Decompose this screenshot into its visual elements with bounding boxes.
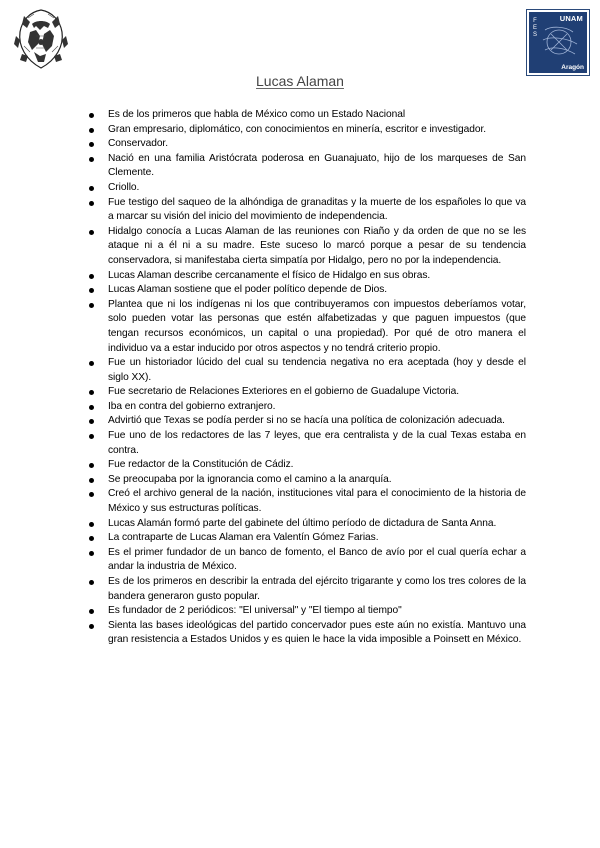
logo-campus-text: Aragón xyxy=(561,64,584,71)
bullet-icon xyxy=(89,303,94,308)
list-item-text: Es el primer fundador de un banco de fomento, el Banco de avío por el cual quería echar a andar la industria de México. xyxy=(108,546,526,573)
list-item-text: Iba en contra del gobierno extranjero. xyxy=(108,400,276,412)
list-item-text: Hidalgo conocía a Lucas Alaman de las reuniones con Riaño y da orden de que no se les ataque ni a él ni a su madre. Este suceso lo marcó porque a pesar de su tendencia conservadora, si manifestaba cierta simpatía por Hidalgo, pero no por la independencia. xyxy=(108,225,526,266)
list-item xyxy=(89,575,526,604)
bullet-icon xyxy=(89,113,94,118)
logo-fes-text: FES xyxy=(532,18,537,38)
list-item xyxy=(89,517,526,532)
list-item-text: Advirtió que Texas se podía perder si no se hacía una política de colonización adecuada. xyxy=(108,415,505,427)
list-item-text: Es fundador de 2 periódicos: "El universal" y "El tiempo al tiempo" xyxy=(108,605,402,617)
unam-escudo-logo xyxy=(10,6,72,72)
list-item xyxy=(89,619,526,648)
bullet-icon xyxy=(89,419,94,424)
page-title: Lucas Alaman xyxy=(256,73,344,89)
bullet-icon xyxy=(89,624,94,629)
bullet-icon xyxy=(89,128,94,133)
bullet-icon xyxy=(89,201,94,206)
list-item-text: Plantea que ni los indígenas ni los que contribuyeramos con impuestos deberíamos votar, solo pueden votar las personas que estén alfabetizadas y que paguen impuestos (que tengan recursos económicos, un capital o una propiedad). Por qué de otro manera el individuo va a estar inducido por otros aspectos y no tendrá criterio propio. xyxy=(108,298,526,354)
bullet-icon xyxy=(89,522,94,527)
list-item xyxy=(89,225,526,269)
list-item-text: Fue uno de los redactores de las 7 leyes, que era centralista y de la cual Texas estaba en contra. xyxy=(108,430,526,456)
list-item xyxy=(89,414,526,429)
list-item xyxy=(89,400,526,415)
bullet-icon xyxy=(89,478,94,483)
list-item-text: Lucas Alaman sostiene que el poder político depende de Dios. xyxy=(108,284,388,296)
list-item-text: Criollo. xyxy=(108,181,140,193)
fes-aragon-logo xyxy=(526,9,590,76)
list-item-text: La contraparte de Lucas Alaman era Valentín Gómez Farias. xyxy=(108,532,379,544)
bullet-icon xyxy=(89,157,94,162)
list-item-text: Sienta las bases ideológicas del partido concervador pues este aún no existía. Mantuvo una gran resistencia a Estados Unidos y es quien le hace la vida imposible a Poinsett en México. xyxy=(108,619,526,646)
list-item xyxy=(89,108,526,123)
list-item xyxy=(89,458,526,473)
list-item-text: Se preocupaba por la ignorancia como el camino a la anarquía. xyxy=(108,473,392,485)
list-item xyxy=(89,356,526,385)
list-item xyxy=(89,181,526,196)
list-item xyxy=(89,152,526,181)
bullet-icon xyxy=(89,536,94,541)
bullet-icon xyxy=(89,434,94,439)
bullet-icon xyxy=(89,288,94,293)
logo-unam-text: UNAM xyxy=(559,14,583,23)
list-item-text: Es de los primeros en describir la entrada del ejército trigarante y como los tres colores de la bandera generaron gusto popular. xyxy=(108,576,526,602)
list-item xyxy=(89,429,526,458)
bullet-icon xyxy=(89,274,94,279)
bullet-list xyxy=(89,108,526,648)
list-item-text: Creó el archivo general de la nación, instituciones vital para el conocimiento de la historia de México y sus estructuras políticas. xyxy=(108,488,526,515)
list-item-text: Es de los primeros que habla de México como un Estado Nacional xyxy=(108,109,406,120)
list-item-text: Fue un historiador lúcido del cual su tendencia negativa no era aceptada (hoy y desde el siglo XX). xyxy=(108,357,526,383)
list-item xyxy=(89,123,526,138)
bullet-icon xyxy=(89,580,94,585)
list-item xyxy=(89,473,526,488)
bullet-icon xyxy=(89,463,94,468)
list-item-text: Nació en una familia Aristócrata poderosa en Guanajuato, hijo de los marqueses de San Clemente. xyxy=(108,152,526,179)
bullet-icon xyxy=(89,492,94,497)
list-item xyxy=(89,385,526,400)
list-item xyxy=(89,137,526,152)
list-item-text: Lucas Alaman describe cercanamente el físico de Hidalgo en sus obras. xyxy=(108,269,431,281)
bullet-icon xyxy=(89,186,94,191)
fes-aragon-emblem xyxy=(529,12,587,73)
list-item xyxy=(89,604,526,619)
bullet-icon xyxy=(89,361,94,366)
list-item xyxy=(89,546,526,575)
bullet-icon xyxy=(89,142,94,147)
list-item xyxy=(89,298,526,356)
list-item xyxy=(89,531,526,546)
list-item-text: Fue testigo del saqueo de la alhóndiga de granaditas y la muerte de los españoles lo que va a marcar su visión del inicio del movimiento de independencia. xyxy=(108,196,526,223)
bullet-icon xyxy=(89,551,94,556)
list-item xyxy=(89,283,526,298)
list-item-text: Fue secretario de Relaciones Exteriores en el gobierno de Guadalupe Victoria. xyxy=(108,386,460,398)
bullet-icon xyxy=(89,405,94,410)
list-item xyxy=(89,269,526,284)
bullet-icon xyxy=(89,609,94,614)
bullet-icon xyxy=(89,230,94,235)
list-item-text: Lucas Alamán formó parte del gabinete del último período de dictadura de Santa Anna. xyxy=(108,517,497,529)
list-item-text: Gran empresario, diplomático, con conocimientos en minería, escritor e investigador. xyxy=(108,123,487,135)
list-item xyxy=(89,487,526,516)
list-item-text: Conservador. xyxy=(108,138,168,150)
list-item-text: Fue redactor de la Constitución de Cádiz. xyxy=(108,459,294,471)
list-item xyxy=(89,196,526,225)
bullet-icon xyxy=(89,390,94,395)
